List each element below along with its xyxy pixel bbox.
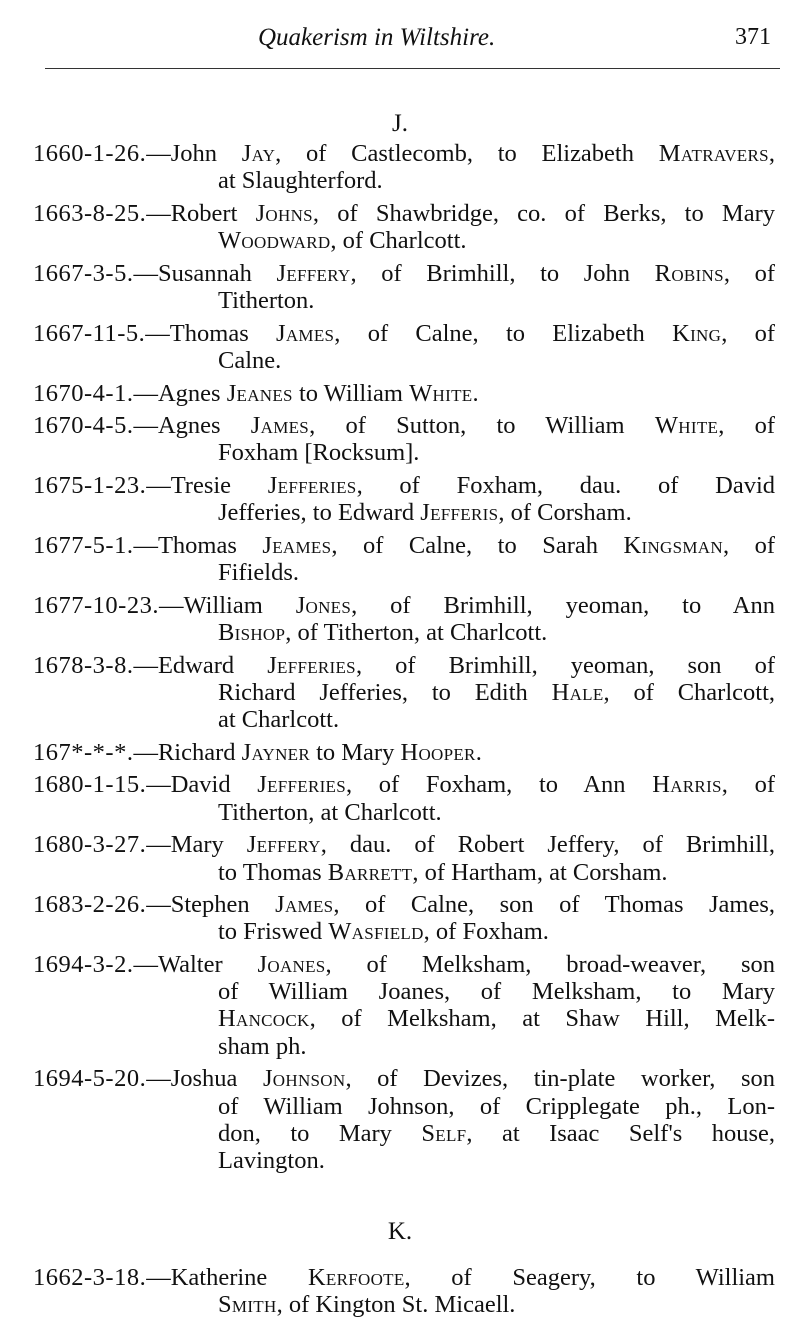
surname: Hooper	[400, 738, 476, 766]
entry-date: 1677-10-23.	[33, 591, 159, 619]
entry-text: to William	[292, 379, 410, 407]
entry-text: , of Hartham, at Corsham.	[412, 858, 668, 886]
entry-date: 1667-3-5.	[33, 259, 134, 287]
entry-text: —Mary	[146, 831, 247, 859]
entry-line	[33, 918, 775, 945]
entry-text: , of Calne, to Elizabeth	[334, 319, 673, 347]
surname: Bishop	[218, 619, 286, 646]
entry-text: —Richard	[133, 738, 242, 766]
entry-line	[33, 1120, 775, 1147]
entry-text: at Slaughterford.	[218, 167, 383, 195]
entry-line	[33, 260, 775, 287]
marriage-entry	[33, 771, 775, 825]
entry-text: at Charlcott.	[218, 706, 340, 734]
entry-text: , of Titherton, at Charlcott.	[285, 619, 548, 646]
entry-text: Lavington.	[218, 1146, 325, 1174]
entry-text: —Stephen	[146, 891, 276, 919]
entry-text: , of Kington St. Micaell.	[276, 1291, 516, 1319]
entry-line	[33, 559, 775, 586]
entry-date: 167*-*-*.	[33, 738, 134, 766]
marriage-entry	[33, 739, 775, 766]
header-rule	[45, 68, 780, 69]
surname: King	[672, 319, 722, 347]
entry-text: —John	[146, 140, 242, 167]
entry-text: , of Devizes, tin-plate worker, son	[345, 1065, 775, 1093]
entry-date: 1670-4-1.	[33, 379, 134, 407]
marriage-entry	[33, 380, 775, 407]
marriage-entry	[33, 200, 775, 254]
entry-line	[33, 499, 775, 526]
entry-text: —Agnes	[133, 379, 227, 407]
entry-text: Titherton.	[218, 286, 315, 314]
entry-date: 1677-5-1.	[33, 531, 134, 559]
entry-line	[33, 799, 775, 826]
entry-text: Fifields.	[218, 559, 299, 587]
page-number: 371	[735, 24, 771, 50]
surname: Hancock	[218, 1005, 310, 1033]
surname: Jeffery	[246, 831, 321, 859]
entry-text: , of Foxham, dau. of David	[356, 472, 775, 500]
entry-line	[33, 200, 775, 227]
entry-text: —Joshua	[146, 1065, 263, 1093]
entry-text: —Thomas	[145, 319, 277, 347]
entry-text: sham ph.	[218, 1032, 307, 1060]
entry-text: —Susannah	[133, 259, 277, 287]
entry-date: 1663-8-25.	[33, 199, 147, 227]
surname: Jones	[295, 591, 352, 619]
entry-line	[33, 978, 775, 1005]
entry-text: , of Foxham.	[423, 918, 549, 946]
entry-text: .	[472, 379, 479, 407]
entry-text: —Agnes	[133, 412, 251, 440]
marriage-entry	[33, 592, 775, 646]
marriage-entry	[33, 652, 775, 734]
marriage-entry	[33, 1264, 775, 1318]
entries-j	[33, 140, 775, 1180]
surname: Barrett	[327, 858, 413, 886]
entry-line	[33, 287, 775, 314]
marriage-entry	[33, 831, 775, 885]
entry-line	[33, 227, 775, 254]
surname: Woodward	[218, 227, 331, 255]
entry-text: to Thomas	[218, 858, 328, 886]
entry-text: , of Sutton, to William	[309, 412, 655, 440]
marriage-entry	[33, 320, 775, 374]
surname: Johnson	[262, 1065, 346, 1093]
entry-text: —Thomas	[133, 531, 263, 559]
surname: Self	[421, 1119, 467, 1147]
section-heading-k: K.	[387, 1218, 413, 1245]
surname: Jayner	[241, 738, 310, 766]
entry-date: 1683-2-26.	[33, 891, 147, 919]
entry-date: 1660-1-26.	[33, 140, 147, 167]
entry-text: , of Brimhill, yeoman, to Ann	[351, 591, 775, 619]
entry-line	[33, 891, 775, 918]
entry-text: , of Seagery, to William	[404, 1264, 775, 1291]
entry-text: , of Charlcott,	[603, 678, 775, 706]
entry-text: ,	[768, 140, 775, 167]
entry-text: to Friswed	[218, 918, 329, 946]
entry-text: , of Melksham, at Shaw Hill, Melk-	[309, 1005, 775, 1033]
entry-line	[33, 532, 775, 559]
surname: Jeanes	[226, 379, 293, 407]
entry-text: , at Isaac Self's house,	[466, 1119, 775, 1147]
entry-text: don, to Mary	[218, 1119, 422, 1147]
entry-line	[33, 1264, 775, 1291]
entry-line	[33, 706, 775, 733]
entry-text: , of	[721, 771, 775, 799]
entry-line	[33, 140, 775, 167]
surname: Johns	[255, 199, 313, 227]
surname: Wasfield	[328, 918, 424, 946]
running-title: Quakerism in Wiltshire.	[258, 24, 496, 51]
marriage-entry	[33, 140, 775, 194]
surname: James	[275, 891, 334, 919]
entry-text: —Robert	[146, 199, 256, 227]
entry-text: , of Brimhill, to John	[350, 259, 655, 287]
entry-text: , of	[721, 319, 775, 347]
entry-line	[33, 951, 775, 978]
entry-text: —Katherine	[146, 1264, 308, 1291]
entry-line	[33, 167, 775, 194]
entry-text: —Edward	[133, 651, 268, 679]
entry-text: of William Johnson, of Cripplegate ph., Lon-	[218, 1092, 775, 1120]
entry-text: , of Foxham, to Ann	[346, 771, 653, 799]
surname: Jeames	[262, 531, 332, 559]
entry-line	[33, 859, 775, 886]
entry-text: , of Castlecomb, to Elizabeth	[275, 140, 659, 167]
entry-text: , of Charlcott.	[330, 227, 467, 255]
entry-date: 1680-3-27.	[33, 831, 147, 859]
entry-text: to Mary	[309, 738, 401, 766]
entry-text: Calne.	[218, 346, 282, 374]
entry-text: —David	[146, 771, 258, 799]
entry-line	[33, 831, 775, 858]
entry-text: , of Corsham.	[498, 499, 632, 527]
entry-date: 1675-1-23.	[33, 472, 147, 500]
entry-date: 1678-3-8.	[33, 651, 134, 679]
entry-line	[33, 439, 775, 466]
surname: Harris	[652, 771, 722, 799]
entry-text: of William Joanes, of Melksham, to Mary	[218, 978, 775, 1006]
entries-k	[33, 1264, 775, 1324]
entry-line	[33, 472, 775, 499]
surname: Jefferies	[267, 651, 356, 679]
entry-text: , dau. of Robert Jeffery, of Brimhill,	[320, 831, 775, 859]
marriage-entry	[33, 472, 775, 526]
surname: Jeffery	[276, 259, 351, 287]
entry-text: —William	[158, 591, 296, 619]
entry-line	[33, 1291, 775, 1318]
surname: Matravers	[658, 140, 769, 167]
surname: White	[654, 412, 719, 440]
entry-line	[33, 679, 775, 706]
entry-line	[33, 320, 775, 347]
entry-date: 1694-5-20.	[33, 1065, 147, 1093]
entry-line	[33, 739, 775, 766]
entry-line	[33, 380, 775, 407]
entry-text: , of Shawbridge, co. of Berks, to Mary	[312, 199, 775, 227]
marriage-entry	[33, 951, 775, 1060]
entry-text: , of Brimhill, yeoman, son of	[355, 651, 775, 679]
marriage-entry	[33, 412, 775, 466]
entry-date: 1662-3-18.	[33, 1264, 147, 1291]
entry-date: 1670-4-5.	[33, 412, 134, 440]
entry-text: Richard Jefferies, to Edith	[218, 678, 552, 706]
entry-date: 1680-1-15.	[33, 771, 147, 799]
entry-text: Jefferies, to Edward	[218, 499, 421, 527]
surname: Joanes	[257, 951, 326, 979]
entry-text: —Tresie	[146, 472, 268, 500]
surname: James	[250, 412, 310, 440]
marriage-entry	[33, 532, 775, 586]
entry-date: 1667-11-5.	[33, 319, 146, 347]
entry-text: Titherton, at Charlcott.	[218, 798, 442, 826]
entry-text: , of	[722, 531, 775, 559]
entry-line	[33, 1147, 775, 1174]
entry-text: —Walter	[133, 951, 258, 979]
surname: Jefferies	[257, 771, 347, 799]
entry-text: , of Calne, son of Thomas James,	[333, 891, 775, 919]
marriage-entry	[33, 891, 775, 945]
surname: Jay	[241, 140, 276, 167]
entry-line	[33, 1093, 775, 1120]
entry-line	[33, 1065, 775, 1092]
surname: Kingsman	[623, 531, 723, 559]
surname: Robins	[654, 259, 724, 287]
surname: Hale	[551, 678, 604, 706]
entry-line	[33, 619, 775, 646]
entry-line	[33, 1033, 775, 1060]
entry-text: .	[475, 738, 482, 766]
surname: Jefferies	[267, 472, 357, 500]
entry-text: , of Melksham, broad-weaver, son	[325, 951, 775, 979]
surname: James	[276, 319, 335, 347]
marriage-entry	[33, 260, 775, 314]
entry-line	[33, 347, 775, 374]
running-header	[0, 20, 800, 60]
surname: White	[409, 379, 473, 407]
entry-text: , of	[718, 412, 775, 440]
surname: Kerfoote	[307, 1264, 405, 1291]
marriage-entry	[33, 1065, 775, 1174]
entry-line	[33, 652, 775, 679]
entry-line	[33, 592, 775, 619]
entry-text: , of Calne, to Sarah	[331, 531, 624, 559]
entry-text: , of	[723, 259, 775, 287]
section-heading-j: J.	[392, 110, 408, 137]
entry-text: Foxham [Rocksum].	[218, 439, 420, 467]
entry-line	[33, 771, 775, 798]
entry-line	[33, 1005, 775, 1032]
surname: Smith	[218, 1291, 277, 1319]
surname: Jefferis	[420, 499, 499, 527]
entry-date: 1694-3-2.	[33, 951, 134, 979]
entry-line	[33, 412, 775, 439]
